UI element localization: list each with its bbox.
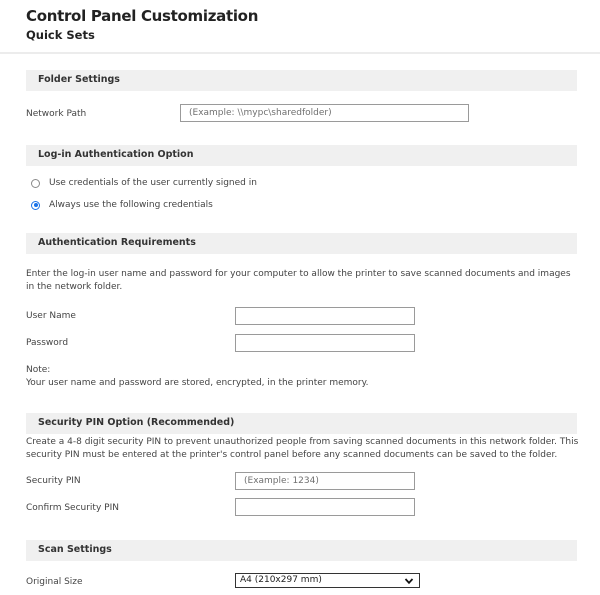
radio-label: Use credentials of the user currently signed in bbox=[49, 178, 257, 188]
original-size-label: Original Size bbox=[26, 577, 83, 587]
radio-button[interactable] bbox=[31, 179, 40, 188]
network-path-label: Network Path bbox=[26, 109, 87, 119]
section-folder-settings bbox=[26, 70, 577, 91]
chevron-down-icon bbox=[404, 576, 414, 586]
note-title: Note: bbox=[26, 365, 51, 375]
radio-button-selected[interactable] bbox=[31, 201, 40, 210]
username-label: User Name bbox=[26, 311, 76, 321]
section-login-auth bbox=[26, 145, 577, 166]
username-input[interactable] bbox=[235, 307, 415, 325]
section-security-pin bbox=[26, 413, 577, 434]
confirm-security-pin-label: Confirm Security PIN bbox=[26, 503, 119, 513]
section-heading: Security PIN Option (Recommended) bbox=[38, 417, 235, 428]
section-auth-requirements bbox=[26, 233, 577, 254]
page-header bbox=[0, 0, 600, 54]
page-subtitle: Quick Sets bbox=[26, 28, 95, 42]
original-size-select[interactable] bbox=[235, 573, 420, 588]
radio-always-use-credentials[interactable] bbox=[31, 198, 213, 212]
original-size-value: A4 (210x297 mm) bbox=[240, 575, 322, 585]
network-path-input[interactable] bbox=[180, 104, 469, 122]
auth-description: Enter the log-in user name and password for your computer to allow the printer to save scanned documents and images in the network folder. bbox=[26, 269, 571, 292]
section-heading: Scan Settings bbox=[38, 544, 112, 555]
password-label: Password bbox=[26, 338, 69, 348]
security-pin-description: Create a 4-8 digit security PIN to prevent unauthorized people from saving scanned documents in this network folder. This security PIN must be entered at the printer's control panel before any scanned documents can be saved to the folder. bbox=[26, 437, 579, 460]
confirm-security-pin-input[interactable] bbox=[235, 498, 415, 516]
security-pin-input[interactable] bbox=[235, 472, 415, 490]
password-input[interactable] bbox=[235, 334, 415, 352]
section-heading: Folder Settings bbox=[38, 74, 120, 85]
radio-label: Always use the following credentials bbox=[49, 200, 213, 210]
radio-use-current-credentials[interactable] bbox=[31, 176, 257, 190]
section-heading: Log-in Authentication Option bbox=[38, 149, 194, 160]
note-text: Your user name and password are stored, encrypted, in the printer memory. bbox=[26, 378, 369, 388]
security-pin-label: Security PIN bbox=[26, 476, 81, 486]
section-scan-settings bbox=[26, 540, 577, 561]
section-heading: Authentication Requirements bbox=[38, 237, 196, 248]
page-title: Control Panel Customization bbox=[26, 7, 259, 25]
